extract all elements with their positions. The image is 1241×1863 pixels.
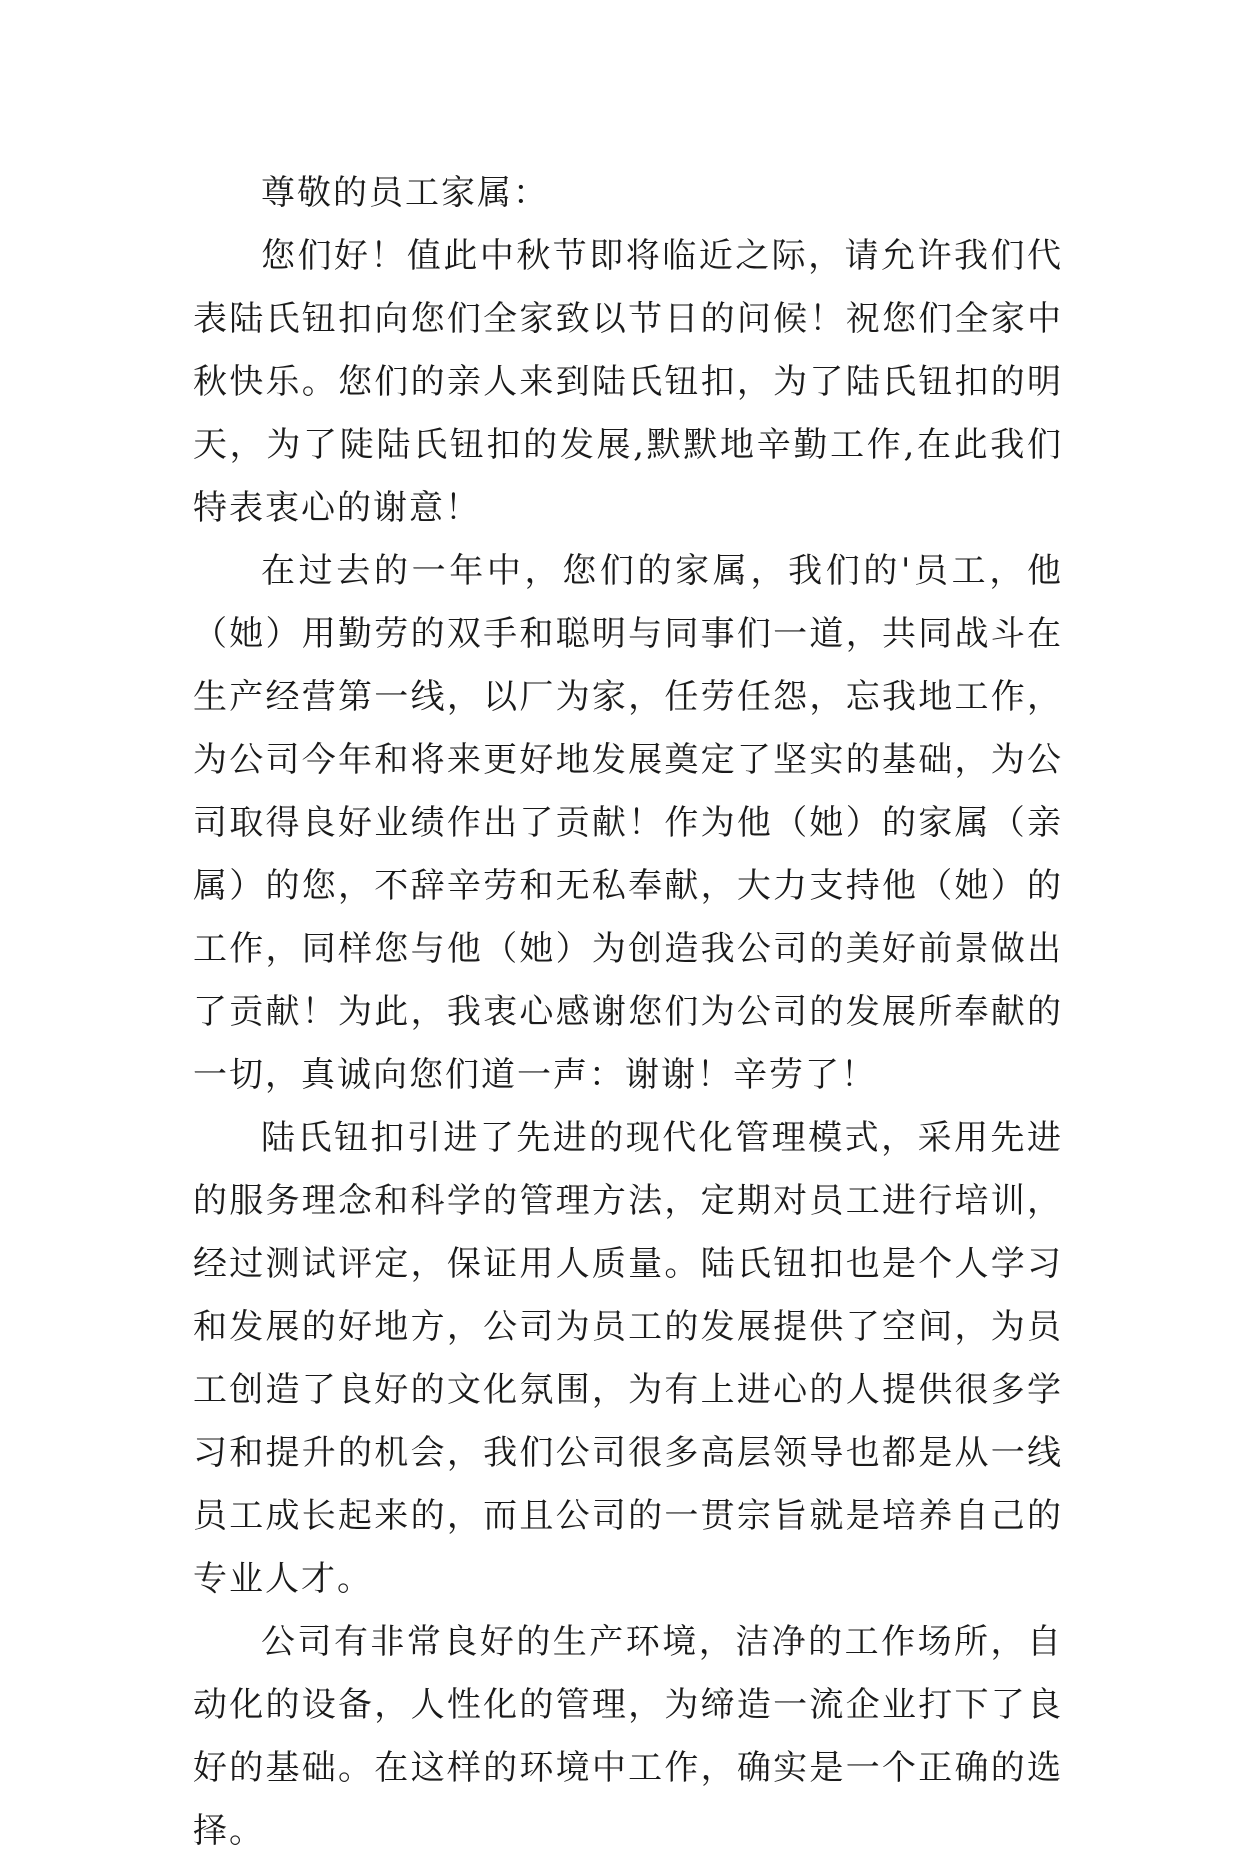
letter-body [193,162,1063,1863]
paragraph-thanks: 在过去的一年中，您们的家属，我们的'员工，他（她）用勤劳的双手和聪明与同事们一道，共同战斗在生产经营第一线，以厂为家，任劳任怨，忘我地工作，为公司今年和将来更好地发展奠定了坚实的基础，为公司取得良好业绩作出了贡献！作为他（她）的家属（亲属）的您，不辞辛劳和无私奉献，大力支持他（她）的工作，同样您与他（她）为创造我公司的美好前景做出了贡献！为此，我衷心感谢您们为公司的发展所奉献的一切，真诚向您们道一声：谢谢！辛劳了！ [193,551,1063,1095]
paragraph-greeting: 您们好！值此中秋节即将临近之际，请允许我们代表陆氏钮扣向您们全家致以节日的问候！祝您们全家中秋快乐。您们的亲人来到陆氏钮扣，为了陆氏钮扣的明天，为了陡陆氏钮扣的发展,默默地辛勤工作,在此我们特表衷心的谢意！ [193,236,1063,528]
paragraph-management: 陆氏钮扣引进了先进的现代化管理模式，采用先进的服务理念和科学的管理方法，定期对员工进行培训，经过测试评定，保证用人质量。陆氏钮扣也是个人学习和发展的好地方，公司为员工的发展提供了空间，为员工创造了良好的文化氛围，为有上进心的人提供很多学习和提升的机会，我们公司很多高层领导也都是从一线员工成长起来的，而且公司的一贯宗旨就是培养自己的专业人才。 [193,1118,1063,1599]
salutation: 尊敬的员工家属： [261,173,549,213]
paragraph-environment: 公司有非常良好的生产环境，洁净的工作场所，自动化的设备，人性化的管理，为缔造一流企业打下了良好的基础。在这样的环境中工作，确实是一个正确的选择。 [193,1622,1063,1851]
